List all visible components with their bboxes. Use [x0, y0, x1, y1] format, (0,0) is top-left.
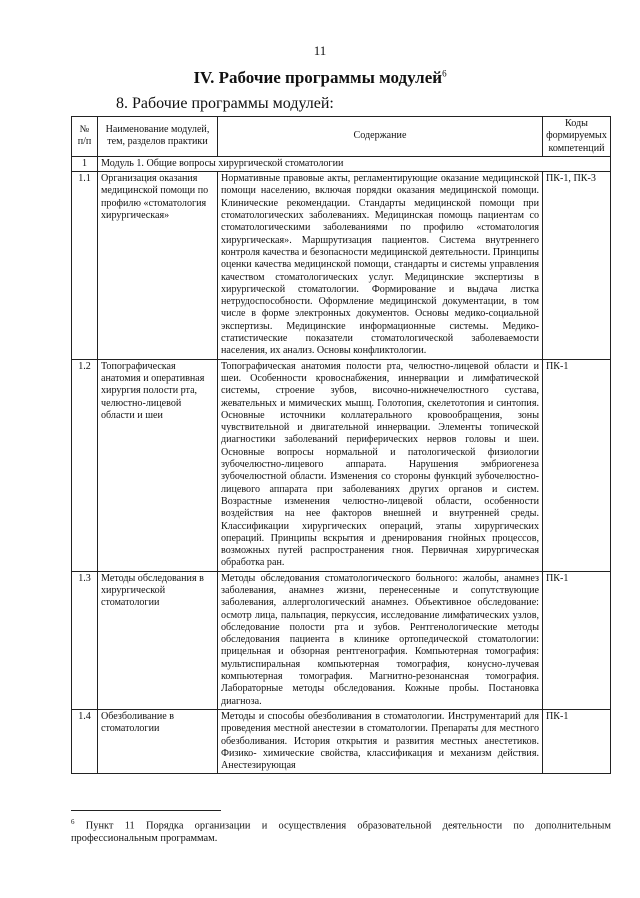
header-codes: Коды формируемых компетенций [543, 117, 611, 157]
row-content: Методы обследования стоматологического больного: жалобы, анамнез заболевания, анамнез жизни, перенесенные и сопутствующие заболевания, аллергологический анамнез. Объективное обследование: осмотр лица, пальпация, перкуссия, исследование лимфатических узлов, обследование полости рта и зубов. Рентгенологические методы обследования пациента в клинике ортопедической стоматологии: прицельная и обзорная рентгенография. Компьютерная томография: мультиспиральная компьютерная томография, конусно-лучевая компьютерная томография. Магнитно-резонансная томография. Лабораторные методы обследования. Кожные пробы. Постановка диагноза. [218, 571, 543, 709]
row-topic: Топографическая анатомия и оперативная хирургия полости рта, челюстно-лицевой области и шеи [98, 359, 218, 571]
row-num: 1.1 [72, 172, 98, 359]
row-content: Методы и способы обезболивания в стоматологии. Инструментарий для проведения местной анестезии в стоматологии. Препараты для местного обезболивания. История открытия и развития местных анестетиков. Физико- химические свойства, классификация и механизм действия. Анестезирующая [218, 709, 543, 773]
row-content: Нормативные правовые акты, регламентирующие оказание медицинской помощи населению, включая порядки оказания медицинской помощи. Клинические рекомендации. Стандарты медицинской помощи при стоматологических заболеваниях. Медицинская помощь пациентам со стоматологическими заболеваниями по профилю «стоматология хирургическая». Маршрутизация пациентов. Система внутреннего контроля качества и безопасности медицинской деятельности. Принципы оценки качества медицинской помощи, стандарты и системы управления качеством стоматологических услуг. Медицинские экспертизы в хирургической стоматологии. Формирование и выдача листка нетрудоспособности. Оформление медицинской документации, в том числе в форме электронных документов. Основы медико-социальной экспертизы. Медицинские информационные системы. Медико-статистические показатели стоматологической заболеваемости населения, их анализ. Основы конфликтологии. [218, 172, 543, 359]
footnote [71, 816, 611, 845]
row-codes: ПК-1 [543, 709, 611, 773]
section-title-text: IV. Рабочие программы модулей [193, 68, 443, 87]
footnote-marker: 6 [71, 818, 75, 826]
table-row [72, 571, 611, 709]
row-num: 1.3 [72, 571, 98, 709]
module-title: Модуль 1. Общие вопросы хирургической стоматологии [98, 156, 611, 171]
row-topic: Организация оказания медицинской помощи по профилю «стоматология хирургическая» [98, 172, 218, 359]
footnote-reference: 6 [442, 68, 447, 79]
page-number: 11 [313, 43, 327, 58]
header-num: № п/п [72, 117, 98, 157]
table-header-row [72, 117, 611, 157]
module-row [72, 156, 611, 171]
header-topic: Наименование модулей, тем, разделов практики [98, 117, 218, 157]
subheading: 8. Рабочие программы модулей: [116, 95, 334, 112]
header-content: Содержание [218, 117, 543, 157]
footnote-text: Пункт 11 Порядка организации и осуществления образовательной деятельности по дополнительным профессиональным программам. [71, 820, 611, 845]
footnote-divider [71, 810, 221, 811]
row-content: Топографическая анатомия полости рта, челюстно-лицевой области и шеи. Особенности кровоснабжения, иннервации и лимфатической системы, строение зубов, височно-нижнечелюстного сустава, жевательных и мимических мышц. Голотопия, скелетотопия и синтопия. Основные источники коллатерального кровообращения, зоны чувствительной и двигательной иннервации. Элементы топической диагностики заболеваний периферических нервов головы и шеи. Основные вопросы нормальной и патологической физиологии зубочелюстно-лицевого аппарата. Нарушения эмбриогенеза зубочелюстной области. Изменения со стороны функций зубочелюстно-лицевого аппарата при заболеваниях других органов и систем. Возрастные изменения челюстно-лицевой области, особенности воздействия на нее факторов внешней и внутренней среды. Классификации хирургических операций, этапы хирургических операций. Принципы вскрытия и дренирования гнойных процессов, возможных путей распространения гноя. Первичная хирургическая обработка ран. [218, 359, 543, 571]
table-row [72, 172, 611, 359]
row-num: 1.4 [72, 709, 98, 773]
table-row [72, 359, 611, 571]
row-codes: ПК-1, ПК-3 [543, 172, 611, 359]
table-row [72, 709, 611, 773]
module-num: 1 [72, 156, 98, 171]
row-codes: ПК-1 [543, 571, 611, 709]
program-table [71, 116, 611, 774]
section-title [0, 68, 640, 88]
row-num: 1.2 [72, 359, 98, 571]
row-topic: Обезболивание в стоматологии [98, 709, 218, 773]
row-topic: Методы обследования в хирургической стоматологии [98, 571, 218, 709]
row-codes: ПК-1 [543, 359, 611, 571]
